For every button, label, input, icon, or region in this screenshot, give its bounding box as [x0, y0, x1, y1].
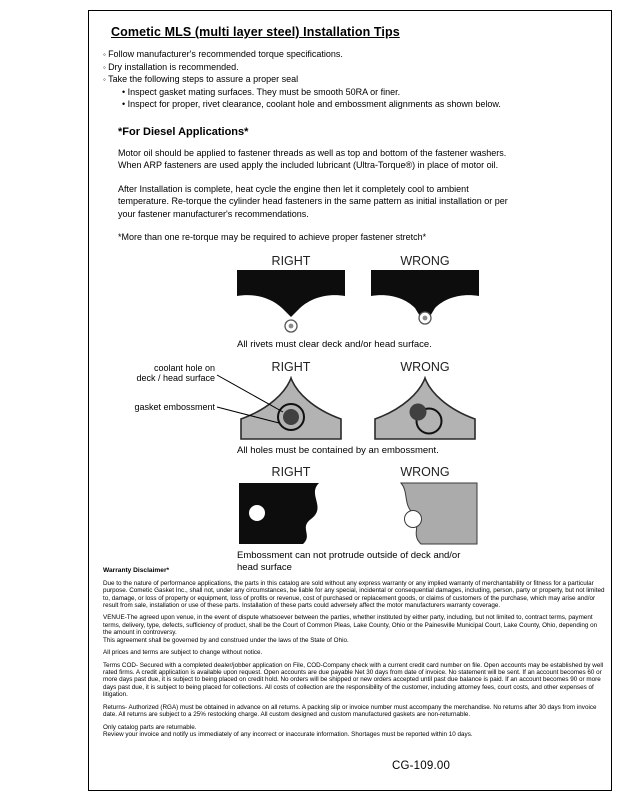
list-item: ◦ Follow manufacturer's recommended torque specifications.	[103, 48, 597, 61]
diesel-paragraph-2: After Installation is complete, heat cycle the engine then let it completely cool to ambient temperature. Re-torque the cylinder head fasteners in the same pattern as initial installation or per your fastener manufacturer's recommendations.	[118, 183, 508, 219]
gasket-embossment-annotation: gasket embossment	[134, 401, 215, 412]
diesel-paragraph-1: Motor oil should be applied to fastener threads as well as top and bottom of the fastener washers. When ARP fasteners are used apply the included lubricant (Ultra-Torque®) in place of motor oil.	[118, 147, 507, 171]
right-label: RIGHT	[271, 359, 311, 374]
warranty-paragraph: All prices and terms are subject to change without notice.	[103, 649, 263, 657]
rivet-right-figure	[237, 270, 345, 336]
right-label: RIGHT	[271, 465, 311, 480]
embossment-wrong-figure	[371, 376, 479, 442]
list-item: ◦ Take the following steps to assure a proper seal	[103, 73, 597, 86]
rivets-caption: All rivets must clear deck and/or head surface.	[237, 339, 432, 351]
protrusion-right-figure	[237, 481, 345, 547]
protrusion-wrong-figure	[371, 481, 479, 547]
embossment-right-figure	[237, 376, 345, 442]
wrong-label: WRONG	[400, 465, 450, 480]
installation-tips-list	[103, 48, 597, 111]
figure-row-rivets	[103, 254, 597, 336]
wrong-label: WRONG	[400, 254, 450, 269]
list-sub-item: • Inspect for proper, rivet clearance, coolant hole and embossment alignments as shown below.	[103, 98, 597, 111]
warranty-disclaimer-section	[103, 567, 605, 743]
diesel-applications-section	[118, 126, 597, 243]
list-item: ◦ Dry installation is recommended.	[103, 61, 597, 74]
warranty-paragraph: Returns- Authorized (RGA) must be obtained in advance on all returns. A packing slip or invoice number must accompany the merchandise. No returns after 30 days from invoice date. All returns are subject to a 25% restocking charge. All custom designed and custom manufactured gaskets are non-returnable.	[103, 703, 597, 719]
figure-row-embossment	[103, 360, 597, 442]
warranty-paragraph: Only catalog parts are returnable.	[103, 723, 197, 731]
page-number: CG-109.00	[392, 760, 451, 772]
list-sub-item: • Inspect gasket mating surfaces. They must be smooth 50RA or finer.	[103, 86, 597, 99]
rivet-wrong-figure	[371, 270, 479, 336]
right-label: RIGHT	[271, 254, 311, 269]
embossment-caption: All holes must be contained by an embossment.	[237, 444, 439, 456]
figure-row-protrusion	[103, 465, 597, 547]
warranty-paragraph: Due to the nature of performance applications, the parts in this catalog are sold without any express warranty or any implied warranty of merchantability or fitness for a particular purpose. Cometic Gasket Inc., shall not, under any circumstances, be liable for any special, incidental or consequential damages, including, person, party or property, but not limited to, damage, or loss of property or equipment, loss of profits or revenue, cost of purchased or replacement goods, or claims of customers of the purchase, which may arise and/or result from sale, installation or use of these parts. Installation of these parts could adversely affect the motor manufacturers warranty coverage.	[103, 579, 605, 610]
warranty-heading: Warranty Disclaimer*	[103, 567, 170, 574]
warranty-paragraph: Review your invoice and notify us immediately of any incorrect or inaccurate information. Shortages must be reported within 10 days.	[103, 730, 473, 738]
wrong-label: WRONG	[400, 359, 450, 374]
warranty-paragraph: VENUE-The agreed upon venue, in the event of dispute whatsoever between the parties, whether instituted by either party, including, but not limited to, contract terms, payment terms, delivery, type, defects, sufficiency of product, shall be the Court of Common Pleas, Lake County, Ohio or the Painesville Municipal Court, Lake County, Ohio, depending on the amount in controversy.	[103, 614, 598, 637]
figures-section	[103, 254, 597, 573]
warranty-paragraph: Terms COD- Secured with a completed dealer/jobber application on File, COD-Company check with a current credit card number on file. Open accounts may be established by well rated firms. A credit application is available upon request. Open accounts are due payable Net 30 days from date of invoice. No statement will be sent. If an account becomes 60 or more days past due, it is subject to being placed on credit hold. No orders will be shipped or new orders accepted until past due balance is paid. If an account becomes 90 or more days past due, it is subject to being placed for collections. All costs of collection are the responsibility of the customer, including attorney fees, court costs, and other expenses of litigation.	[103, 661, 604, 699]
diesel-heading: *For Diesel Applications*	[118, 125, 249, 138]
protrusion-caption: Embossment can not protrude outside of deck and/or head surface	[237, 550, 461, 573]
page-frame	[88, 10, 612, 791]
warranty-paragraph: This agreement shall be governed by and construed under the laws of the State of Ohio.	[103, 636, 349, 644]
coolant-hole-annotation: coolant hole on deck / head surface	[136, 362, 215, 384]
page-title: Cometic MLS (multi layer steel) Installation Tips	[111, 25, 400, 39]
retorque-note: *More than one re-torque may be required to achieve proper fastener stretch*	[118, 232, 427, 242]
